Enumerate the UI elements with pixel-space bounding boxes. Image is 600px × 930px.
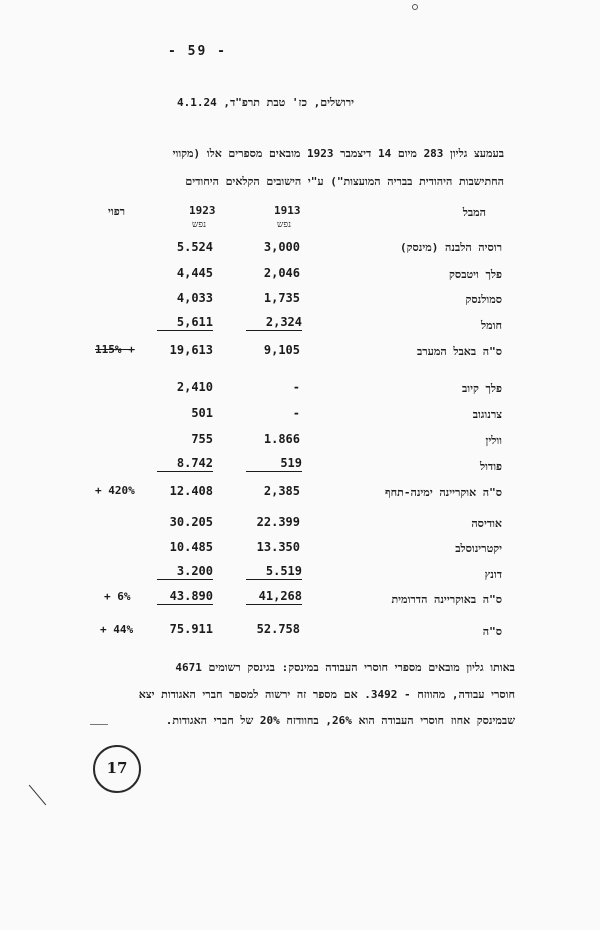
header-1923-unit: נפש bbox=[192, 220, 207, 230]
row-name: ס"ה bbox=[482, 625, 502, 638]
row-name: פודול bbox=[479, 460, 502, 473]
scan-mark bbox=[90, 724, 108, 725]
row-1923: 4,445 bbox=[176, 266, 213, 280]
row-1913: 2,385 bbox=[263, 484, 300, 498]
header-region: המבל bbox=[462, 206, 486, 219]
row-1913: 2,324 bbox=[246, 315, 302, 331]
row-name: יקטרינוסלב bbox=[455, 542, 502, 555]
row-name: פלך קיוב bbox=[461, 382, 502, 395]
row-name: חומל bbox=[481, 319, 502, 332]
row-1913: - bbox=[292, 380, 300, 394]
row-1913: 2,046 bbox=[263, 266, 300, 280]
paragraph-line-1: באותו גליון מובאים מספרי חוסרי העבודה במינסק: בגינסק רשומים 4671 bbox=[175, 661, 515, 674]
row-change: 115% + bbox=[95, 343, 135, 356]
row-name: ס"ה באוקריינה הדרומית bbox=[391, 593, 502, 606]
row-1923: 10.485 bbox=[169, 540, 213, 554]
header-1913-unit: נפש bbox=[277, 220, 292, 230]
seal-stamp bbox=[93, 745, 141, 793]
row-1923: 12.408 bbox=[169, 484, 213, 498]
row-name: דונץ bbox=[484, 568, 502, 581]
row-1923: 30.205 bbox=[169, 515, 213, 529]
row-1913: - bbox=[292, 406, 300, 420]
row-1923: 19,613 bbox=[169, 343, 213, 357]
row-1923: 5.524 bbox=[176, 240, 213, 254]
row-name: צרנוגוב bbox=[472, 408, 502, 421]
paragraph-line-3: שבמינסק אחוז חוסרי העבודה הוא 26%, בחוודזח 20% של חברי האגודות. bbox=[165, 714, 515, 727]
header-1913: 1913 bbox=[274, 204, 301, 217]
row-change: + 6% bbox=[104, 590, 131, 603]
row-1923: 5,611 bbox=[157, 315, 213, 331]
row-name: רוסיה הלבנה (מינסק) bbox=[400, 241, 502, 254]
row-name: אודיסה bbox=[471, 517, 502, 530]
row-1913: 1,735 bbox=[263, 291, 300, 305]
row-change: + 420% bbox=[95, 484, 135, 497]
header-1923: 1923 bbox=[189, 204, 216, 217]
seal-number: 17 bbox=[106, 759, 128, 777]
scan-mark bbox=[412, 4, 418, 10]
intro-line-2: החתישבות היהודית בבריה המועצות") ע"י הישובים הקלאים היחודים bbox=[185, 175, 504, 188]
row-change: + 44% bbox=[100, 623, 134, 636]
row-1913: 52.758 bbox=[256, 622, 300, 636]
paragraph-line-2: חוסרי עבודה, מהווזח - 3492. אם מספר זה ירשוה למספר חברי האגודות יצא bbox=[138, 688, 515, 701]
row-1913: 3,000 bbox=[263, 240, 300, 254]
row-1913: 519 bbox=[246, 456, 302, 472]
row-1923: 755 bbox=[191, 432, 213, 446]
intro-line-1: בעמעצ גליון 283 מיום 14 דיצמבר 1923 מובאים מספרים אלו (מקווי bbox=[172, 147, 504, 160]
row-1923: 2,410 bbox=[176, 380, 213, 394]
row-name: ס"ה אוקריינה ימינה-תחף bbox=[384, 486, 502, 499]
scan-mark bbox=[29, 785, 46, 806]
row-name: וולין bbox=[485, 434, 502, 447]
row-1913: 13.350 bbox=[256, 540, 300, 554]
row-1923: 501 bbox=[191, 406, 213, 420]
row-1913: 9,105 bbox=[263, 343, 300, 357]
row-1913: 22.399 bbox=[256, 515, 300, 529]
page-number: - 59 - bbox=[168, 44, 227, 59]
row-1913: 41,268 bbox=[246, 589, 302, 605]
header-change: רפוי bbox=[108, 205, 126, 218]
row-name: פלך ויטבסק bbox=[449, 268, 502, 281]
row-name: סמולנסק bbox=[465, 293, 502, 306]
row-name: ס"ה באבל המערב bbox=[416, 345, 502, 358]
row-1923: 75.911 bbox=[169, 622, 213, 636]
row-1923: 43.890 bbox=[157, 589, 213, 605]
dateline: ירושלים, כז' טבת תרפ"ד, 4.1.24 bbox=[177, 96, 354, 109]
row-1923: 8.742 bbox=[157, 456, 213, 472]
row-1913: 5.519 bbox=[246, 564, 302, 580]
row-1923: 4,033 bbox=[176, 291, 213, 305]
row-1923: 3.200 bbox=[157, 564, 213, 580]
row-1913: 1.866 bbox=[263, 432, 300, 446]
